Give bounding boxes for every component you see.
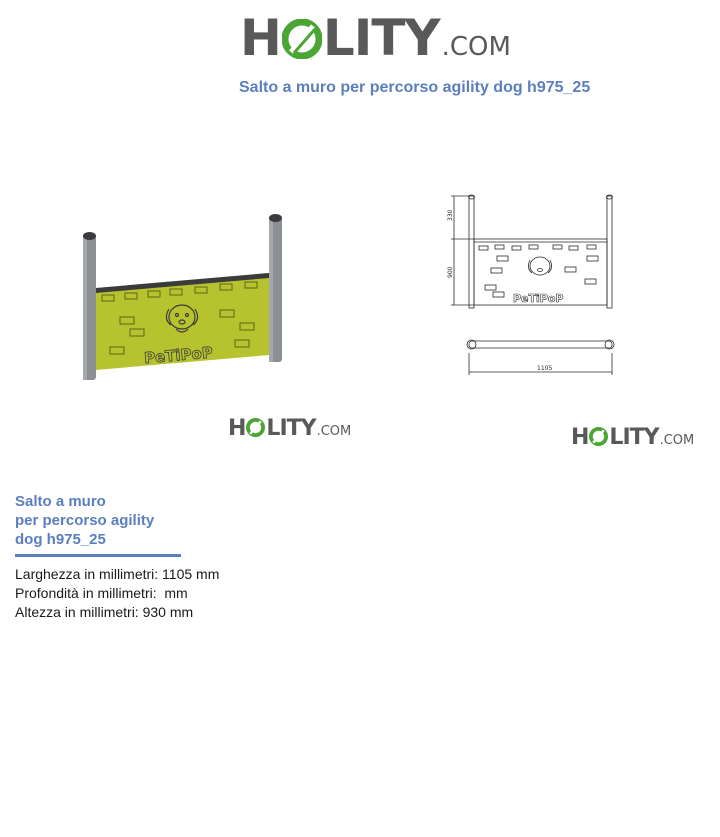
dimension-label-top: 330 xyxy=(447,209,454,221)
page-title: Salto a muro per percorso agility dog h975_25 xyxy=(239,79,591,96)
logo-letter-h: H xyxy=(571,425,589,450)
dimension-label-side: 900 xyxy=(447,266,454,278)
technical-drawing-svg xyxy=(445,188,625,378)
logo-domain: .COM xyxy=(659,433,695,448)
logo-letter-h: H xyxy=(240,9,281,67)
spec-height: Altezza in millimetri: 930 mm xyxy=(15,604,194,620)
spec-title xyxy=(15,492,215,549)
drawing-panel-text: PeTiPoP xyxy=(513,292,564,305)
spec-title-line: per percorso agility xyxy=(15,512,155,529)
product-image[interactable] xyxy=(70,205,295,385)
dimension-label-width: 1105 xyxy=(537,365,553,372)
holity-logo[interactable] xyxy=(240,10,511,75)
logo-o-icon xyxy=(589,427,608,446)
holity-logo-product xyxy=(228,416,351,445)
logo-letters-lity: LITY xyxy=(266,416,316,441)
spec-width: Larghezza in millimetri: 1105 mm xyxy=(15,566,220,582)
logo-domain: .COM xyxy=(316,424,352,439)
logo-domain: .COM xyxy=(441,32,511,62)
spec-depth: Profondità in millimetri: mm xyxy=(15,585,188,601)
logo-letters-lity: LITY xyxy=(322,9,440,67)
holity-logo-drawing xyxy=(571,425,694,454)
logo-letter-h: H xyxy=(228,416,246,441)
spec-title-line: Salto a muro xyxy=(15,493,106,510)
spec-divider xyxy=(15,554,181,557)
technical-drawing[interactable] xyxy=(445,188,625,378)
agility-wall-jump-illustration xyxy=(70,205,295,385)
product-panel-text: PeTiPoP xyxy=(143,343,214,368)
logo-o-icon xyxy=(246,418,265,437)
logo-letters-lity: LITY xyxy=(609,425,659,450)
spec-list xyxy=(15,565,219,622)
spec-title-line: dog h975_25 xyxy=(15,531,106,548)
logo-o-icon xyxy=(282,14,322,54)
